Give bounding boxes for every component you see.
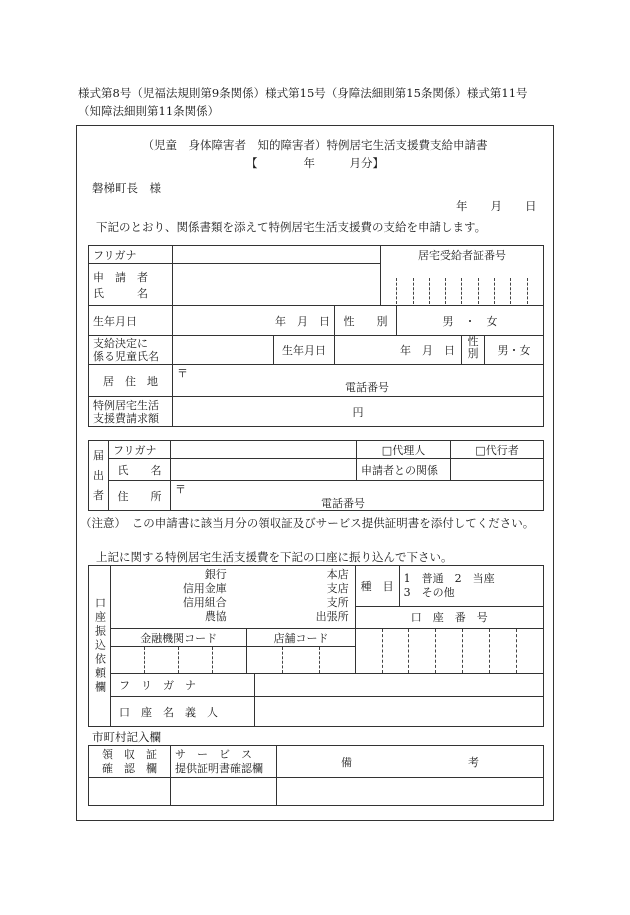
addressee: 磐梯町長 様: [92, 181, 161, 195]
amount-label-1: 特例居宅生活: [93, 398, 159, 412]
submitter-name-label: 氏 名: [109, 459, 171, 481]
child-sex-label-1: 性: [467, 335, 479, 348]
kind-options-1: 1 普通 2 当座: [403, 571, 495, 585]
submitter-label-3: 者: [93, 488, 104, 502]
applicant-table: [88, 245, 544, 306]
account-number-cells[interactable]: [355, 629, 543, 674]
branch-type-list: [233, 566, 355, 628]
child-dob-row: [335, 336, 544, 365]
dob-table: [88, 305, 544, 427]
branch-type-1: 本店: [326, 568, 349, 581]
dob-label: 生年月日: [89, 306, 173, 336]
submitter-table: [88, 440, 544, 511]
bank-intro: 上記に関する特例居宅生活支援費を下記の口座に振り込んで下さい。: [96, 550, 453, 564]
child-name-row: [173, 336, 335, 365]
dob-field[interactable]: 年 月 日: [173, 306, 335, 336]
holder-furigana-field[interactable]: [255, 674, 543, 696]
bank-name-block[interactable]: [111, 566, 356, 629]
receipt-label-2: 確 認 欄: [102, 761, 157, 775]
kind-label: 種 目: [355, 566, 399, 607]
note-text: （注意） この申請書に該当月分の領収証及びサービス提供証明書を添付してください。: [80, 516, 535, 530]
amount-label-2: 支援費請求額: [93, 411, 159, 425]
intro-text: 下記のとおり、関係書類を添えて特例居宅生活支援費の支給を申請します。: [96, 220, 487, 234]
account-number-label: 口 座 番 号: [355, 606, 543, 628]
submitter-phone-label: 電話番号: [321, 497, 365, 510]
submitter-label-1: 届: [93, 448, 104, 462]
child-sex-field[interactable]: 男・女: [497, 344, 531, 357]
child-dob-label: 生年月日: [282, 344, 326, 357]
service-field[interactable]: [171, 778, 277, 806]
phone-label: 電話番号: [345, 381, 389, 394]
kind-options[interactable]: [399, 566, 543, 607]
branch-type-3: 支所: [326, 596, 349, 609]
receipt-label-1: 領 収 証: [102, 747, 157, 761]
bank-type-2: 信用金庫: [182, 582, 227, 595]
agent-checkbox[interactable]: □代行者: [451, 441, 544, 459]
remarks-label-1: 備: [341, 755, 352, 769]
applicant-name-label-1: 申 請 者: [93, 270, 148, 284]
muni-label: 市町村記入欄: [92, 730, 161, 744]
service-label: [171, 746, 277, 778]
submitter-label-2: 出: [93, 468, 104, 482]
holder-furigana-label: フ リ ガ ナ: [111, 674, 255, 696]
child-name-label: [89, 336, 173, 365]
bank-type-4: 農協: [204, 610, 227, 623]
date-line: 年 月 日: [456, 199, 537, 213]
child-name-label-2: 係る児童氏名: [93, 350, 159, 363]
applicant-name-label-2: 氏 名: [93, 286, 148, 300]
furigana-label: フリガナ: [89, 246, 173, 264]
child-name-label-1: 支給決定に: [93, 337, 148, 350]
child-sex-label: [461, 336, 485, 364]
submitter-side-label: [89, 441, 109, 511]
submitter-furigana-label: フリガナ: [109, 441, 171, 459]
submitter-postal-mark: 〒: [175, 483, 186, 496]
postal-mark: 〒: [177, 367, 188, 380]
submitter-address-label: 住 所: [109, 481, 171, 511]
service-label-1: サ ー ビ ス: [175, 747, 252, 761]
form-title: （児童 身体障害者 知的障害者）特例居宅生活支援費支給申請書: [142, 138, 488, 152]
amount-label: [89, 397, 173, 427]
submitter-name-field[interactable]: [171, 459, 357, 481]
child-sex-label-2: 別: [467, 347, 479, 360]
child-name-field[interactable]: [173, 336, 274, 364]
receipt-label: [89, 746, 171, 778]
branch-type-2: 支店: [326, 582, 349, 595]
bank-code-cells[interactable]: [111, 647, 247, 674]
relation-label: 申請者との関係: [357, 459, 451, 481]
holder-name-label: 口 座 名 義 人: [111, 697, 255, 726]
holder-name-field[interactable]: [255, 697, 543, 726]
remarks-field[interactable]: [277, 778, 544, 806]
account-holder-block: [111, 674, 544, 727]
kind-options-2: 3 その他: [403, 585, 455, 599]
remarks-label-2: 考: [468, 755, 479, 769]
form-header: 様式第8号（児福法規則第9条関係）様式第15号（身障法細則第15条関係）様式第11号（知障法細則第11条関係）: [78, 86, 528, 118]
bank-side-label: 口座振込依頼欄: [89, 566, 111, 727]
address-field[interactable]: [173, 365, 544, 397]
bank-type-3: 信用組合: [182, 596, 227, 609]
child-dob-field[interactable]: 年 月 日: [400, 344, 455, 357]
service-label-2: 提供証明書確認欄: [175, 761, 263, 775]
furigana-field[interactable]: [173, 246, 381, 264]
applicant-name-label: [89, 264, 173, 306]
submitter-furigana-field[interactable]: [171, 441, 357, 459]
address-label: 居 住 地: [89, 365, 173, 397]
recipient-number-label: 居宅受給者証番号: [381, 246, 544, 264]
period: 【 年 月分】: [246, 156, 384, 170]
branch-code-label: 店舗コード: [247, 629, 355, 647]
proxy-checkbox[interactable]: □代理人: [357, 441, 451, 459]
relation-field[interactable]: [451, 459, 544, 481]
remarks-label: [277, 746, 544, 778]
amount-field[interactable]: 円: [173, 397, 544, 427]
applicant-name-field[interactable]: [173, 264, 381, 306]
bank-code-label: 金融機関コード: [111, 629, 247, 647]
branch-code-cells[interactable]: [247, 647, 355, 674]
bank-table: [88, 565, 544, 727]
bank-type-list: [111, 566, 233, 628]
sex-label: 性 別: [335, 306, 397, 336]
receipt-field[interactable]: [89, 778, 171, 806]
submitter-address-field[interactable]: [171, 481, 544, 511]
sex-field[interactable]: 男 ・ 女: [397, 306, 544, 336]
branch-type-4: 出張所: [315, 610, 349, 623]
muni-table: [88, 745, 544, 806]
recipient-number-cells[interactable]: [381, 264, 544, 306]
bank-type-1: 銀行: [204, 568, 227, 581]
